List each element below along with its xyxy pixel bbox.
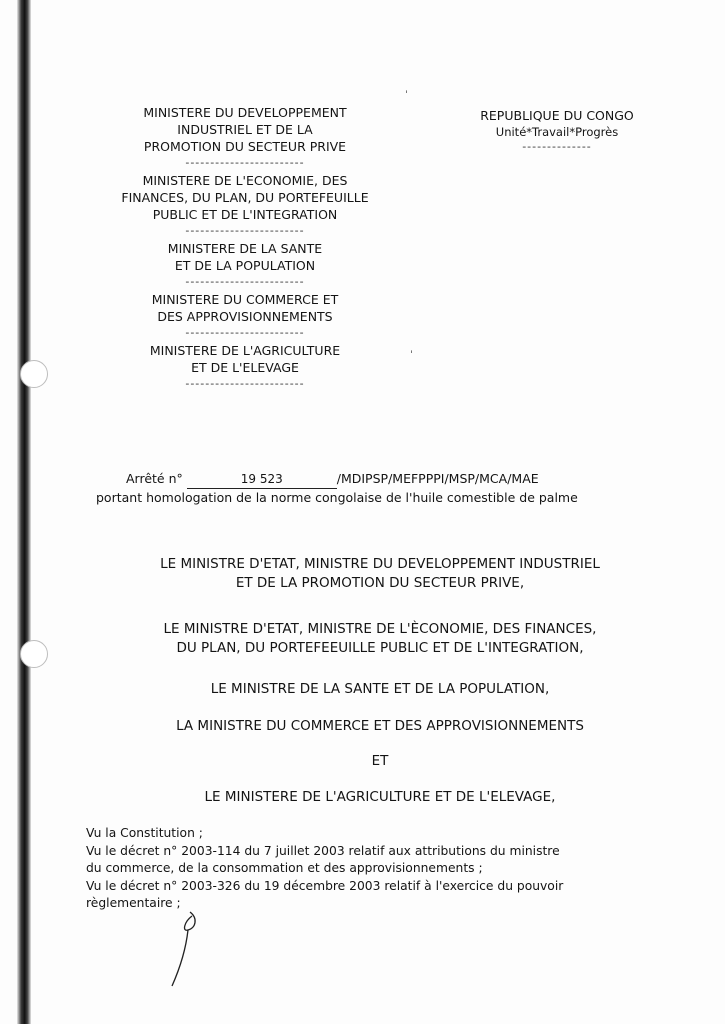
minister-entry (60, 680, 700, 699)
minister-entry (60, 717, 700, 736)
separator-line: ------------------------ (185, 275, 305, 288)
ministry-line: MINISTERE DU COMMERCE ET (151, 292, 339, 307)
ministry-line: ET DE LA POPULATION (174, 258, 316, 273)
minister-entry (60, 788, 700, 807)
arrete-heading (96, 470, 696, 507)
minister-line: ET DE LA PROMOTION DU SECTEUR PRIVE, (235, 575, 525, 591)
ministry-line: PUBLIC ET DE L'INTEGRATION (152, 207, 338, 222)
separator-line: ------------------------ (185, 224, 305, 237)
minister-line: LE MINISTRE D'ETAT, MINISTRE DE L'ÈCONOMIE, DES FINANCES, (163, 621, 597, 637)
ministry-line: MINISTERE DE L'AGRICULTURE (149, 343, 341, 358)
ministry-line: DES APPROVISIONNEMENTS (157, 309, 333, 324)
ministry-line: ET DE L'ELEVAGE (191, 360, 299, 375)
reference-line: règlementaire ; (86, 896, 181, 910)
minister-line: LE MINISTRE DE LA SANTE ET DE LA POPULATION, (210, 681, 550, 697)
ministry-line: FINANCES, DU PLAN, DU PORTEFEUILLE (121, 190, 369, 205)
ministry-line: MINISTERE DU DEVELOPPEMENT (143, 105, 347, 120)
minister-line: DU PLAN, DU PORTEFEEUILLE PUBLIC ET DE L'INTEGRATION, (176, 640, 584, 656)
ministries-header (85, 104, 405, 393)
reference-line: Vu le décret n° 2003-114 du 7 juillet 2003 relatif aux attributions du ministre (86, 843, 560, 858)
ministry-block (85, 342, 405, 376)
arrete-code: /MDIPSP/MEFPPPI/MSP/MCA/MAE (336, 471, 539, 486)
ministry-line: PROMOTION DU SECTEUR PRIVE (143, 139, 347, 154)
separator-line: ------------------------ (185, 156, 305, 169)
reference-line: du commerce, de la consommation et des approvisionnements ; (86, 861, 483, 875)
ministry-block (85, 240, 405, 274)
minister-conjunction (60, 752, 700, 771)
punch-hole (20, 360, 48, 388)
separator-line: ------------------------ (185, 377, 305, 390)
ministry-line: MINISTERE DE L'ECONOMIE, DES (142, 173, 348, 188)
legal-references (86, 825, 646, 913)
minister-entry (60, 620, 700, 658)
republic-header (452, 107, 662, 156)
punch-hole (20, 640, 48, 668)
handwritten-initial (168, 908, 208, 988)
reference-line: Vu le décret n° 2003-326 du 19 décembre 2003 relatif à l'exercice du pouvoir (86, 878, 564, 893)
ministry-block (85, 291, 405, 325)
republic-motto: Unité*Travail*Progrès (495, 125, 619, 139)
minister-line: LE MINISTRE D'ETAT, MINISTRE DU DEVELOPPEMENT INDUSTRIEL (160, 556, 600, 572)
republic-title: REPUBLIQUE DU CONGO (480, 108, 634, 123)
minister-line: LE MINISTERE DE L'AGRICULTURE ET DE L'ELEVAGE, (204, 789, 556, 805)
scan-mark: ˈ (410, 350, 413, 361)
ministry-block (85, 172, 405, 223)
minister-entry (60, 555, 700, 593)
ministry-line: INDUSTRIEL ET DE LA (177, 122, 313, 137)
ministry-line: MINISTERE DE LA SANTE (167, 241, 323, 256)
binding-strip (17, 0, 31, 1024)
separator-line: -------------- (522, 140, 592, 153)
arrete-subtitle: portant homologation de la norme congolaise de l'huile comestible de palme (96, 490, 578, 505)
arrete-number: 19 523 (187, 470, 337, 489)
minister-line: LA MINISTRE DU COMMERCE ET DES APPROVISIONNEMENTS (176, 718, 584, 734)
minister-line: ET (371, 753, 389, 769)
reference-line: Vu la Constitution ; (86, 826, 203, 840)
separator-line: ------------------------ (185, 326, 305, 339)
scan-mark: ˈ (405, 90, 408, 101)
ministry-block (85, 104, 405, 155)
arrete-prefix: Arrêté n° (126, 471, 183, 486)
